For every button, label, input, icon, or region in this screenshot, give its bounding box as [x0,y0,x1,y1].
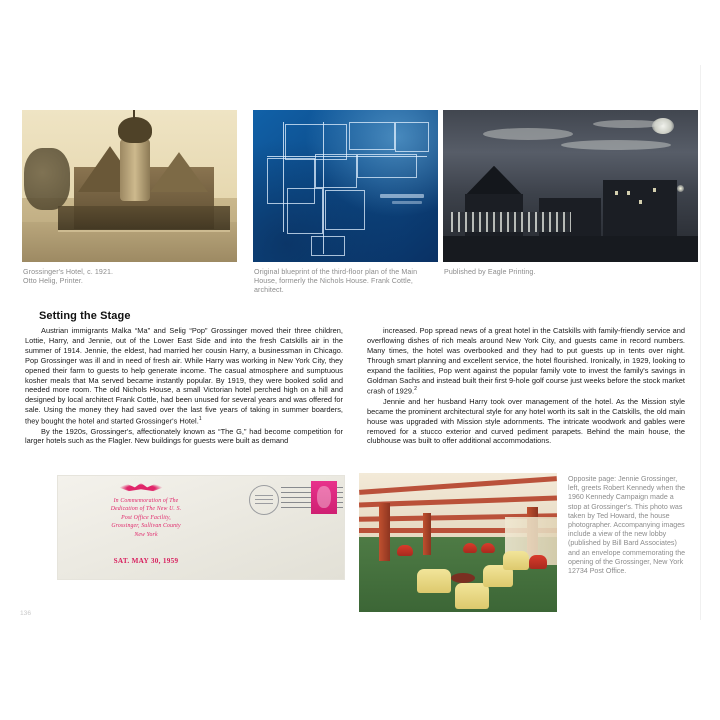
footnote-marker: 2 [414,386,418,393]
blueprint-label [392,201,422,204]
caption-figure-3: Published by Eagle Printing. [444,268,536,276]
night-postcard-photo [443,110,698,262]
cachet-line: Dedication of The New U. S. [110,506,182,513]
envelope-cachet-text [71,497,221,539]
blueprint-photo [253,110,438,262]
photo-porch-rail [58,230,230,232]
article-body [25,310,685,446]
photo-lamp [677,185,684,192]
paragraph: Jennie and her husband Harry took over management of the hotel. As the Mission style became the prominent architectural style for any hotel worth its salt in the Catskills, the old main house was upgraded with Mission style adornments. The intricate woodwork and gables were removed for a stucco exterior and curved pediment parapets. Behind the main house, the clubhouse was built to offer additional accommodations. [367,396,685,446]
photo-cloud [561,140,671,150]
lobby-chair [455,583,489,609]
blueprint-room [311,236,345,256]
caption-opposite-page: Opposite page: Jennie Grossinger, left, greets Robert Kennedy when the 1960 Kennedy Campaign made a stop at Grossinger's. This photo was taken by Ted Howard, the house photographer. Accompanying images include a view of the new lobby (published by Bill Bard Associates) and an envelope commemorating the opening of the Grossinger, New York 12734 Post Office. [568,475,686,576]
blueprint-room [395,122,429,152]
cachet-line: Post Office Facility, [121,514,171,521]
photo-porch [58,206,230,232]
photo-foreground [443,236,698,262]
page-number: 136 [20,610,32,617]
article-column-right [367,326,685,446]
caption-figure-2: Original blueprint of the third-floor plan of the Main House, formerly the Nichols House. Frank Cottle, architect. [254,268,418,295]
eagle-icon [119,483,163,492]
caption-line: Grossinger's Hotel, c. 1921. [23,268,114,276]
blueprint-room [357,154,417,178]
lobby-column [379,503,390,561]
blueprint-label [380,194,424,198]
blueprint-room [315,154,357,188]
photo-turret [120,139,150,201]
photo-tree [24,148,70,210]
postmark-icon [249,485,279,515]
photo-window [627,191,630,195]
lobby-chair [397,545,413,556]
cachet-line: In Commemoration of The [113,498,179,504]
photo-spire [133,110,135,119]
lobby-chair [529,555,547,569]
postage-stamp [311,481,337,514]
paragraph [367,326,685,397]
page-title: Setting the Stage [39,310,131,322]
blueprint-wall [283,122,284,232]
blueprint-room [349,122,395,150]
paragraph: By the 1920s, Grossinger's, affectionately known as “The G,” had become competition for larger hotels such as the Flagler. New buildings for guests were built as demand [25,426,343,446]
photo-building [603,180,677,238]
commemorative-envelope [57,475,345,580]
photo-roof [465,166,523,196]
article-column-left [25,326,343,446]
victorian-hotel-photo [22,110,237,262]
blueprint-wall [323,122,324,254]
figure-row-bottom [0,470,720,615]
photo-turret-dome [118,117,152,143]
lobby-chair [463,543,477,553]
lobby-chair [481,543,495,553]
photo-cloud [593,120,663,128]
footnote-marker: 1 [198,416,202,423]
caption-line: Otto Helig, Printer. [23,277,83,286]
blueprint-room [287,188,323,234]
envelope-date: SAT. MAY 30, 1959 [113,557,179,565]
photo-colonnade [451,212,571,232]
paragraph-text: increased. Pop spread news of a great hotel in the Catskills with family-friendly service and overflowing dishes of rich meals around New York City, and guests came in record numbers. Many times, the hotel was overbooked and they had to put guests up in tents over night. Through smart planning and excellent service, the hotel flourished. Ironically, in 1929, looking to expand the facilities, Pop went against the popular family vote to invest the family's savings in Goldman Sachs and instead built their first 9-hole golf course just weeks before the stock market crash of 1929. [367,326,685,396]
blueprint-room [325,190,365,230]
photo-cloud [483,128,573,140]
cachet-line: New York [134,531,158,538]
blueprint-wall [267,156,427,157]
photo-window [639,200,642,204]
article-columns [25,326,685,446]
caption-figure-1 [23,268,223,286]
hotel-lobby-photo [359,473,557,612]
paragraph [25,326,343,427]
lobby-chair [503,551,529,570]
stamp-portrait [317,486,331,508]
figure-row-top [22,110,698,262]
cachet-line: Grossinger, Sullivan County [111,523,181,530]
lobby-column [423,513,431,555]
lobby-table [451,573,475,583]
photo-window [615,191,618,195]
paragraph-text: Austrian immigrants Malka “Ma” and Selig “Pop” Grossinger moved their three children, Lottie, Harry, and Jennie, out of the Lower East Side and into the fresh Catskills air in the summer of 1914. Jennie, the eldest, had married her cousin Harry, a businessman in Chicago. Pop Grossinger was ill and in need of fresh air. While Harry was working in New York City, they opened their farm to guests to help generate income. The casual atmosphere and sumptuous kosher meals that Ma served became instantly popular. By 1919, they were booked solid and needed more room. The old Nichols House, a small Victorian hotel perched high on a hill and designed by local architect Frank Cottle, had been unused for several years and was offered for sale. Using the money they had saved over the last five years of taking in summer boarders, they bought the hotel and started Grossinger's Hotel. [25,326,343,426]
lobby-chair [417,569,451,593]
photo-window [653,188,656,192]
